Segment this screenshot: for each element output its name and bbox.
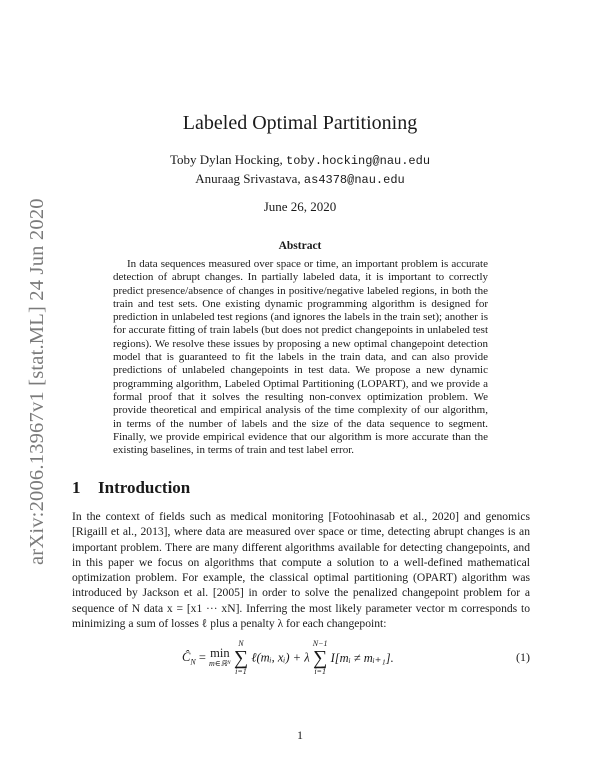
equation-equals: = (198, 650, 209, 665)
sum-operator: N ∑ i=1 (233, 639, 249, 676)
section-number: 1 (72, 478, 81, 497)
abstract-heading: Abstract (278, 240, 322, 252)
author-email: as4378@nau.edu (303, 173, 405, 187)
equation-lhs: $Ĉ_N$ (182, 649, 196, 667)
equation-loss-term: ℓ(mᵢ, xᵢ) + λ (251, 650, 310, 665)
section-title: Introduction (98, 478, 191, 497)
paper-title: Labeled Optimal Partitioning (182, 112, 418, 134)
section-heading (72, 478, 190, 498)
author-name: Toby Dylan Hocking, (169, 152, 283, 167)
section-paragraph: In the context of fields such as medical monitoring [Fotoohinasab et al., 2020] and genomics [Rigaill et al., 2013], where data are measured over space or time, detecting abrupt changes is an important problem. There are many different algorithms available for detecting changepoints, and in this paper we focus on algorithms that compute a solution to a well-defined mathematical optimization problem. For example, the classical optimal partitioning (OPART) algorithm was introduced by Jackson et al. [2005] in order to solve the penalized changepoint problem for a sequence of N data x = [x1 ··· xN]. Inferring the most likely parameter vector m corresponds to minimizing a sum of losses ℓ plus a penalty λ for each changepoint: (72, 510, 530, 631)
sum-operator: N−1 ∑ i=1 (312, 639, 328, 676)
equation-block (72, 640, 530, 680)
author-line (0, 171, 600, 187)
author-email: toby.hocking@nau.edu (286, 154, 431, 168)
equation-body (182, 640, 394, 676)
arxiv-identifier: arXiv:2006.13967v1 [stat.ML] 24 Jun 2020 (26, 198, 48, 565)
author-line (0, 152, 600, 168)
min-operator: min m∈ℝᴺ (209, 645, 231, 669)
equation-number: (1) (516, 650, 530, 664)
abstract-text: In data sequences measured over space or time, an important problem is accurate detection of abrupt changes. In partially labeled data, it is important to correctly predict presence/absence of changes in positive/negative labeled regions, in both the train and test sets. One existing dynamic programming algorithm is designed for prediction in unlabeled test regions (and ignores the labels in the train set); another is for accurate fitting of train labels (but does not predict changepoints in unlabeled test regions). We resolve these issues by proposing a new optimal changepoint detection model that is guaranteed to fit the labels in the train data, and can also provide predictions of unlabeled changepoints in test data. We propose a new dynamic programming algorithm, Labeled Optimal Partitioning (LOPART), and we provide a formal proof that it solves the resulting non-convex optimization problem. We provide theoretical and empirical analysis of the time complexity of our algorithm, in terms of the number of labels and the size of the data sequence to segment. Finally, we provide empirical evidence that our algorithm is more accurate than the existing baselines, in terms of train and test label error. (113, 258, 488, 457)
author-name: Anuraag Srivastava, (195, 171, 301, 186)
page-number: 1 (297, 728, 303, 742)
equation-penalty-term: I[mᵢ ≠ mᵢ₊₁]. (330, 651, 394, 665)
paper-date: June 26, 2020 (263, 199, 337, 214)
